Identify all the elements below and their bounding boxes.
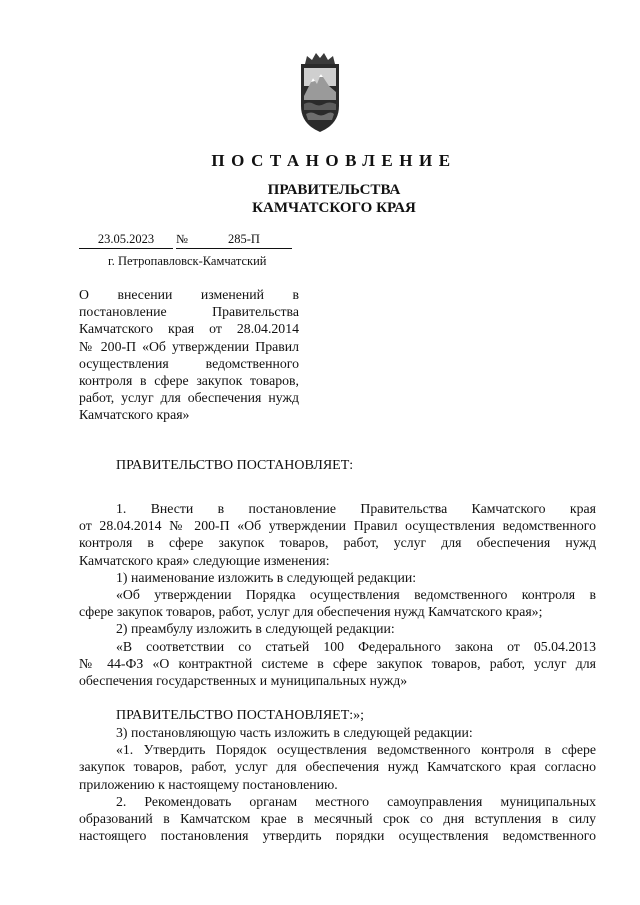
body-line: образований в Камчатском крае в месячный срок со дня вступления в силу — [79, 811, 596, 827]
body-line: приложению к настоящему постановлению. — [79, 776, 338, 792]
issuer-name — [0, 181, 640, 217]
issuer-line-1: ПРАВИТЕЛЬСТВА — [267, 182, 401, 198]
document-type-title: ПОСТАНОВЛЕНИЕ — [211, 151, 457, 170]
body-text-block — [79, 724, 596, 844]
subject-line: Камчатского края от 28.04.2014 — [79, 321, 299, 337]
subject-line: № 200-П «Об утверждении Правил — [79, 338, 299, 354]
body-line: настоящего постановления утвердить порядки осуществления ведомственного — [79, 828, 596, 844]
document-number: 285-П — [196, 232, 292, 249]
body-line: «В соответствии со статьей 100 Федерального закона от 05.04.2013 — [116, 638, 596, 654]
body-line: контроля в сфере закупок товаров, работ, услуг для обеспечения нужд — [79, 535, 596, 551]
body-line: Камчатского края» следующие изменения: — [79, 552, 330, 568]
subject-line: постановление Правительства — [79, 304, 299, 320]
body-line: обеспечения государственных и муниципальных нужд» — [79, 673, 408, 689]
decree-heading: ПРАВИТЕЛЬСТВО ПОСТАНОВЛЯЕТ: — [116, 458, 354, 473]
decree-heading-quoted: ПРАВИТЕЛЬСТВО ПОСТАНОВЛЯЕТ:»; — [116, 708, 365, 723]
body-line: от 28.04.2014 № 200-П «Об утверждении Правил осуществления ведомственного — [79, 518, 596, 534]
subject-line: Камчатского края» — [79, 407, 190, 423]
document-subject — [79, 286, 299, 424]
subject-line: осуществления ведомственного — [79, 355, 299, 371]
subject-line: О внесении изменений в — [79, 287, 299, 302]
body-line: 3) постановляющую часть изложить в следующей редакции: — [116, 725, 473, 740]
kamchatka-coat-of-arms-icon — [299, 50, 341, 134]
body-line: 1. Внести в постановление Правительства Камчатского края — [116, 501, 596, 516]
subject-line: работ, услуг для обеспечения нужд — [79, 390, 299, 406]
body-line: закупок товаров, работ, услуг для обеспечения нужд Камчатского края согласно — [79, 759, 596, 775]
body-text-block — [79, 500, 596, 689]
body-line: 2) преамбулу изложить в следующей редакции: — [116, 621, 395, 637]
body-line: № 44-ФЗ «О контрактной системе в сфере закупок товаров, работ, услуг для — [79, 655, 596, 671]
issue-city: г. Петропавловск-Камчатский — [108, 254, 267, 268]
body-line: 1) наименование изложить в следующей редакции: — [116, 569, 417, 585]
body-line: 2. Рекомендовать органам местного самоуправления муниципальных — [116, 793, 596, 809]
subject-line: контроля в сфере закупок товаров, — [79, 373, 299, 389]
document-number-label: № — [176, 232, 196, 249]
issuer-line-2: КАМЧАТСКОГО КРАЯ — [252, 200, 416, 216]
document-date: 23.05.2023 — [79, 232, 173, 249]
body-line: «Об утверждении Порядка осуществления ведомственного контроля в — [116, 587, 596, 603]
body-line: сфере закупок товаров, работ, услуг для обеспечения нужд Камчатского края»; — [79, 604, 543, 620]
body-line: «1. Утвердить Порядок осуществления ведомственного контроля в сфере — [116, 742, 596, 758]
